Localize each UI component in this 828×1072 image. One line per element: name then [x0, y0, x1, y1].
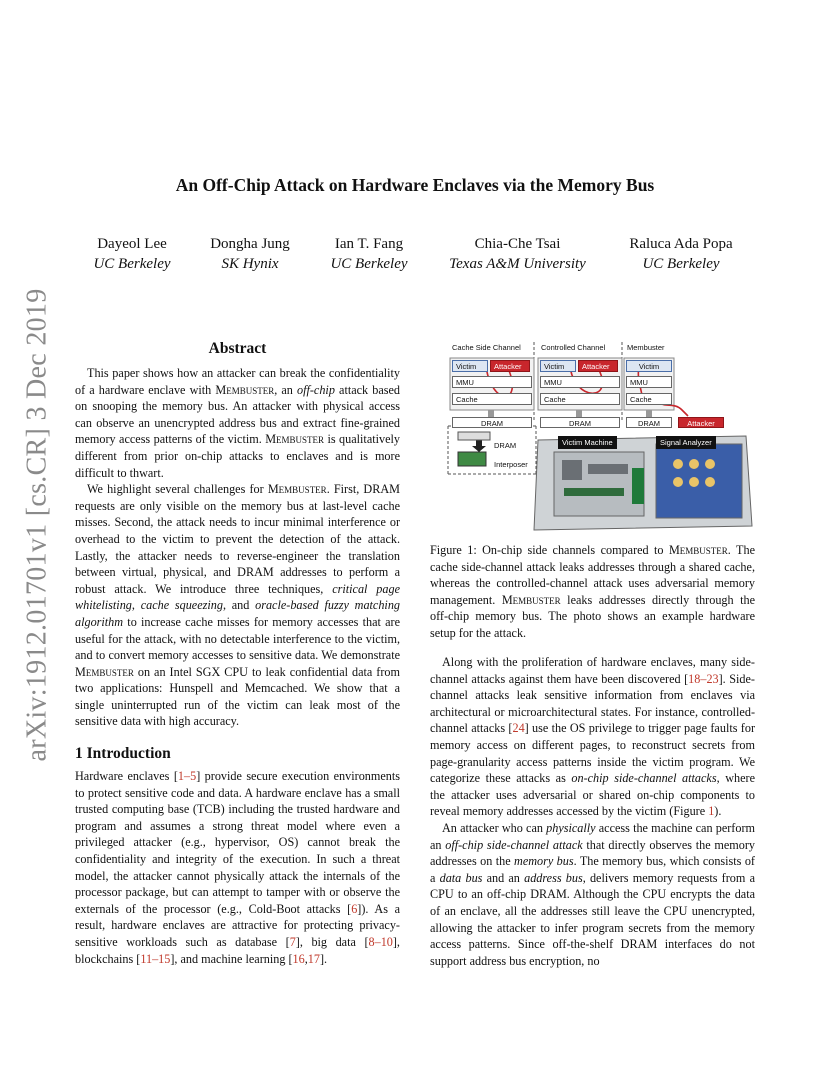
- arxiv-id: arXiv:1912.01701v1 [cs.CR] 3 Dec 2019: [22, 288, 53, 762]
- text-run: , where the attacker uses adversarial or shared on-chip components to reveal memory addresses accessed by the victim (Figure: [430, 771, 755, 819]
- text-run: access the machine can perform an: [430, 820, 755, 852]
- header-cache-side-channel: Cache Side Channel: [452, 343, 521, 352]
- author-name: Dayeol Lee: [97, 236, 167, 252]
- text-run: data bus: [439, 870, 483, 885]
- text-run: address bus: [524, 870, 583, 885]
- text-run: ).: [714, 804, 722, 819]
- citation-link[interactable]: 24: [512, 721, 525, 736]
- victim-machine-label: Victim Machine: [558, 436, 617, 449]
- dram-box: DRAM: [452, 417, 532, 428]
- signal-analyzer-label: Signal Analyzer: [656, 436, 716, 449]
- attacker-box: Attacker: [578, 360, 618, 372]
- text-run: Hardware enclaves [: [75, 769, 178, 783]
- text-run: ,: [304, 951, 308, 966]
- text-run: that directly observes the memory addresses on the: [430, 837, 755, 869]
- citation-link[interactable]: 17: [307, 951, 320, 966]
- text-run: leaks addresses directly through the off-chip memory bus. The photo shows an example hardware setup for the attack.: [430, 592, 755, 640]
- text-run: attack based on snooping the memory bus. An attacker with physical access can observe an unencrypted address bus and extract fine-grained memory access patterns of the victim.: [75, 382, 400, 447]
- author-affiliation: Texas A&M University: [449, 256, 586, 272]
- text-run: ], blockchains [: [75, 934, 400, 966]
- abstract-paragraph-2: [75, 481, 400, 730]
- text-run: ] use the OS privilege to trigger page faults for memory access on different pages, to reconstruct secrets from page-granularity access patterns inside the victim program. We categorize these attacks as: [430, 721, 755, 786]
- right-paragraph-1: [430, 654, 755, 820]
- citation-link[interactable]: 6: [351, 901, 358, 916]
- text-run: and an: [482, 870, 525, 885]
- header-controlled-channel: Controlled Channel: [541, 343, 606, 352]
- text-run: ], big data [: [295, 934, 369, 949]
- author-name: Raluca Ada Popa: [629, 236, 733, 252]
- cache-box: Cache: [626, 393, 672, 405]
- text-run: , an: [274, 382, 297, 397]
- text-run: ] provide secure execution environments to protect sensitive code and data. A hardware enclave has a small trusted computing base (TCB) including the trusted hardware and program and assumes a strong threat model where even a privileged attacker (e.g., hypervisor, OS) cannot break the confidentiality and integrity of the execution. In such a threat model, the attacker cannot physically attack the internals of the processor package, but can attempt to tamper with or observe the externals of the processor (e.g., Cold-Boot attacks [: [75, 769, 400, 916]
- introduction-body: [75, 768, 400, 967]
- text-run: . First, DRAM requests are only visible on the memory bus at last-level cache misses. Second, the attack needs to incur minimal interference or overhead to the victim to prevent the detection of the attack. Lastly, the attacker needs to reverse-engineer the translation between virtual, physical, and DRAM addresses to perform a robust attack. We introduce three techniques,: [75, 482, 400, 596]
- text-run: . The cache side-channel attack leaks addresses through a shared cache, whereas the controlled-channel attack uses adversarial memory management.: [430, 543, 755, 607]
- text-run: ], and machine learning [: [170, 951, 293, 966]
- mmu-box: MMU: [540, 376, 620, 388]
- introduction-paragraph-1: [75, 768, 400, 967]
- abstract-body: [75, 365, 400, 730]
- citation-link[interactable]: 7: [289, 934, 296, 949]
- text-run: , delivers memory requests from a CPU to an off-chip DRAM. Although the CPU encrypts the data of an enclave, all the addresses still leave the CPU unencrypted, allowing the attacker to infer program secrets from the memory access patterns. Since off-the-shelf DRAM interfaces do not support address bus encryption, no: [430, 870, 755, 968]
- author-5: [618, 234, 744, 274]
- cache-box: Cache: [452, 393, 532, 405]
- text-run: memory bus: [514, 854, 574, 869]
- author-affiliation: UC Berkeley: [93, 256, 171, 272]
- figure-1: [446, 340, 754, 536]
- arxiv-stamp: [17, 288, 59, 762]
- victim-box: Victim: [626, 360, 672, 372]
- text-run: Along with the proliferation of hardware enclaves, many side-channel attacks against them have been discovered [: [430, 655, 755, 686]
- mmu-box: MMU: [452, 376, 532, 388]
- victim-box: Victim: [540, 360, 576, 372]
- interposer-label: Interposer: [494, 460, 528, 469]
- author-name: Ian T. Fang: [334, 236, 404, 252]
- text-run: on-chip side-channel attacks: [571, 771, 717, 786]
- text-run: This paper shows how an attacker can break the confidentiality of a hardware enclave with: [75, 366, 400, 397]
- text-run: Figure 1: On-chip side channels compared to: [430, 543, 669, 557]
- citation-link[interactable]: 11–15: [140, 951, 171, 966]
- paper-title: An Off-Chip Attack on Hardware Enclaves via the Memory Bus: [175, 175, 655, 195]
- right-column-body: [430, 654, 755, 969]
- text-run: ,: [131, 598, 141, 613]
- citation-link[interactable]: 1–5: [177, 769, 197, 783]
- text-run: Membuster: [501, 592, 561, 607]
- dram-box: DRAM: [540, 417, 620, 428]
- mmu-box: MMU: [626, 376, 672, 388]
- text-run: We highlight several challenges for: [87, 482, 268, 497]
- author-3: [323, 234, 415, 274]
- header-membuster: Membuster: [627, 343, 665, 352]
- citation-link[interactable]: 18–23: [688, 671, 719, 686]
- abstract-paragraph-1: [75, 365, 400, 481]
- introduction-heading: 1 Introduction: [75, 745, 171, 762]
- text-run: Membuster: [668, 543, 728, 557]
- text-run: on an Intel SGX CPU to leak confidential data from two applications: Hunspell and Memcached. We show that a single uninterrupted run of the victim can leak most of the sensitive data with high accuracy.: [75, 664, 400, 729]
- text-run: cache squeezing: [140, 598, 223, 613]
- dram-label: DRAM: [494, 441, 517, 450]
- text-run: is qualitatively different from prior on-chip attacks to enclaves and is more difficult to thwart.: [75, 432, 400, 480]
- figure-1-caption: [430, 542, 755, 642]
- author-1: [87, 234, 177, 274]
- text-run: Membuster: [265, 432, 325, 447]
- text-run: ].: [319, 951, 328, 966]
- text-run: ]). As a result, hardware enclaves are attractive for protecting privacy-sensitive workloads such as database [: [75, 901, 400, 949]
- text-run: critical page whitelisting: [75, 581, 400, 613]
- author-name: Dongha Jung: [210, 236, 290, 252]
- citation-link[interactable]: 16: [292, 951, 305, 966]
- author-4: [440, 234, 595, 274]
- citation-link[interactable]: 1: [708, 804, 715, 819]
- cache-box: Cache: [540, 393, 620, 405]
- text-run: oracle-based fuzzy matching algorithm: [75, 598, 401, 629]
- text-run: Membuster: [215, 382, 275, 397]
- author-affiliation: UC Berkeley: [642, 256, 720, 272]
- text-run: ]. Side-channel attacks leak sensitive information from enclaves via architectural or microarchitectural states. For instance, controlled-channel attacks [: [430, 671, 755, 736]
- victim-box: Victim: [452, 360, 488, 372]
- citation-link[interactable]: 8–10: [368, 934, 393, 949]
- author-affiliation: SK Hynix: [221, 256, 279, 272]
- author-name: Chia-Che Tsai: [474, 236, 561, 252]
- text-run: Membuster: [75, 664, 134, 679]
- text-run: to increase cache misses for memory accesses that are useful for the attack, with no detectable interference to the victim, and to convert memory accesses to sensitive data. We demonstrate: [75, 614, 400, 663]
- text-run: , and: [222, 598, 256, 613]
- text-run: off-chip side-channel attack: [445, 837, 583, 852]
- text-run: Membuster: [267, 482, 327, 497]
- text-run: physically: [546, 820, 596, 835]
- text-run: off-chip: [297, 382, 335, 397]
- author-affiliation: UC Berkeley: [330, 256, 408, 272]
- attacker-box: Attacker: [490, 360, 530, 372]
- author-2: [200, 234, 300, 274]
- text-run: . The memory bus, which consists of a: [430, 854, 755, 885]
- abstract-heading: Abstract: [208, 340, 267, 357]
- text-run: An attacker who can: [442, 820, 547, 835]
- dram-box: DRAM: [626, 417, 672, 428]
- attacker-box: Attacker: [678, 417, 724, 428]
- right-paragraph-2: [430, 820, 755, 969]
